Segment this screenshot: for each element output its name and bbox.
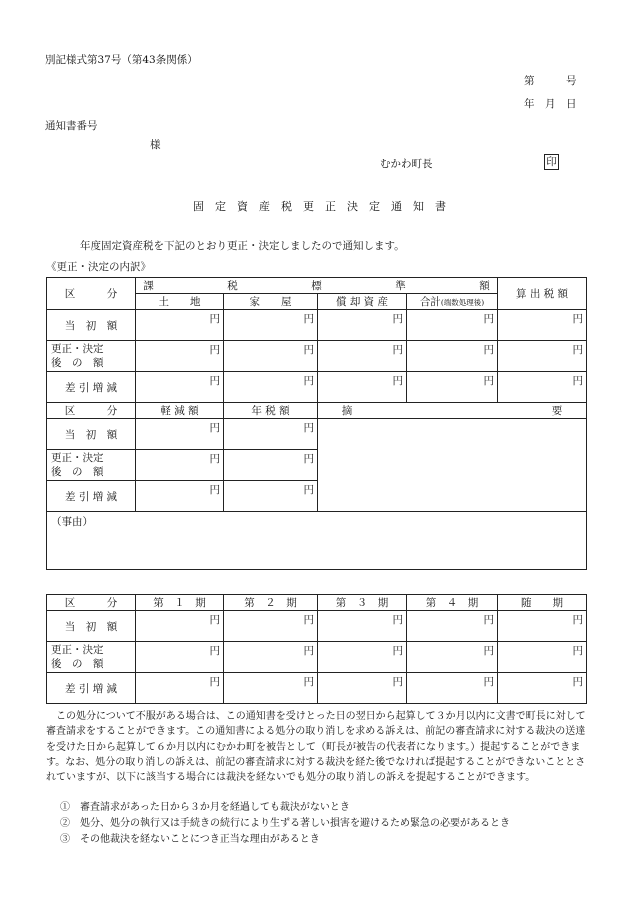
appeal-notice: この処分について不服がある場合は、この通知書を受けとった日の翌日から起算して３か月以内に文書で町長に対して審査請求をすることができます。この通知書による処分の取り消しを求める訴えは、前記の審査請求に対する裁決の送達を受けた日から起算して６か月以内にむかわ町を被告として（町長が被告の代表者になります。）提起することができます。なお、処分の取り消しの訴えは、前記の審査請求に対する裁決を経た後でなければ提起することができないこととされていますが、以下に該当する場合には裁決を経ないでも処分の取り消しの訴えを提起することができます。 [46,711,586,784]
yen-unit: 円 [209,344,220,356]
col-period-3: 第 ３ 期 [318,595,407,611]
yen-unit: 円 [483,645,494,657]
row-label-difference: 差 引 増 減 [47,372,136,403]
yen-unit: 円 [209,645,220,657]
issuer-name: むかわ町長 [380,158,433,170]
row-label-difference: 差 引 増 減 [47,673,136,704]
yen-unit: 円 [392,344,403,356]
yen-unit: 円 [209,313,220,325]
yen-unit: 円 [572,375,583,387]
yen-unit: 円 [392,645,403,657]
yen-unit: 円 [392,375,403,387]
yen-unit: 円 [209,484,220,496]
col-remarks: 摘 要 [318,403,587,419]
yen-unit: 円 [303,375,314,387]
col-annual-tax: 年 税 額 [224,403,318,419]
intro-text: 年度固定資産税を下記のとおり更正・決定しましたので通知します。 [80,240,405,252]
reason-label: （事由） [51,516,93,528]
yen-unit: 円 [209,422,220,434]
notice-item: ③ その他裁決を経ないことにつき正当な理由があるとき [60,834,320,845]
yen-unit: 円 [303,614,314,626]
form-title: 別記様式第37号（第43条関係） [45,54,198,66]
remarks-cell [318,419,587,512]
row-label-revised: 更正・決定 後 の 額 [47,341,136,372]
col-land: 土 地 [136,294,224,310]
row-label-difference: 差 引 増 減 [47,481,136,512]
row-label-initial: 当 初 額 [47,419,136,450]
notice-item: ② 処分、処分の執行又は手続きの続行により生ずる著しい損害を避けるため緊急の必要があるとき [60,818,510,829]
yen-unit: 円 [572,313,583,325]
kubun-header-lower: 区 分 [47,403,136,419]
yen-unit: 円 [483,614,494,626]
yen-unit: 円 [303,313,314,325]
col-anytime: 随 期 [498,595,587,611]
yen-unit: 円 [303,484,314,496]
yen-unit: 円 [209,614,220,626]
col-period-2: 第 ２ 期 [224,595,318,611]
row-label-initial: 当 初 額 [47,310,136,341]
document-number: 第 号 [524,75,577,87]
yen-unit: 円 [483,344,494,356]
yen-unit: 円 [209,375,220,387]
yen-unit: 円 [209,453,220,465]
document-title: 固 定 資 産 税 更 正 決 定 通 知 書 [193,200,446,213]
yen-unit: 円 [303,676,314,688]
calculated-tax-header: 算 出 税 額 [498,278,587,310]
yen-unit: 円 [392,313,403,325]
issue-date: 年 月 日 [524,98,577,110]
tax-standard-header: 課 税 標 準 額 [136,278,498,294]
col-total: 合計(端数処理後) [407,294,498,310]
reason-box [47,512,587,570]
yen-unit: 円 [572,344,583,356]
kubun-header: 区 分 [47,595,136,611]
installment-table [46,594,587,704]
yen-unit: 円 [572,614,583,626]
col-depreciable-assets: 償 却 資 産 [318,294,407,310]
col-house: 家 屋 [224,294,318,310]
yen-unit: 円 [392,614,403,626]
row-label-initial: 当 初 額 [47,611,136,642]
seal-mark: 印 [544,154,559,170]
col-reduction: 軽 減 額 [136,403,224,419]
yen-unit: 円 [303,453,314,465]
col-period-4: 第 ４ 期 [407,595,498,611]
yen-unit: 円 [209,676,220,688]
yen-unit: 円 [572,676,583,688]
recipient-suffix: 様 [150,139,161,151]
col-period-1: 第 １ 期 [136,595,224,611]
row-label-revised: 更正・決定 後 の 額 [47,642,136,673]
notice-number-label: 通知書番号 [45,120,98,132]
yen-unit: 円 [483,375,494,387]
row-label-revised: 更正・決定 後 の 額 [47,450,136,481]
yen-unit: 円 [303,645,314,657]
kubun-header: 区 分 [47,278,136,310]
notice-item: ① 審査請求があった日から３か月を経過しても裁決がないとき [60,802,350,813]
yen-unit: 円 [483,676,494,688]
yen-unit: 円 [392,676,403,688]
yen-unit: 円 [483,313,494,325]
yen-unit: 円 [303,344,314,356]
section-label: 《更正・決定の内訳》 [46,261,151,273]
yen-unit: 円 [303,422,314,434]
tax-standard-table [46,277,587,570]
yen-unit: 円 [572,645,583,657]
